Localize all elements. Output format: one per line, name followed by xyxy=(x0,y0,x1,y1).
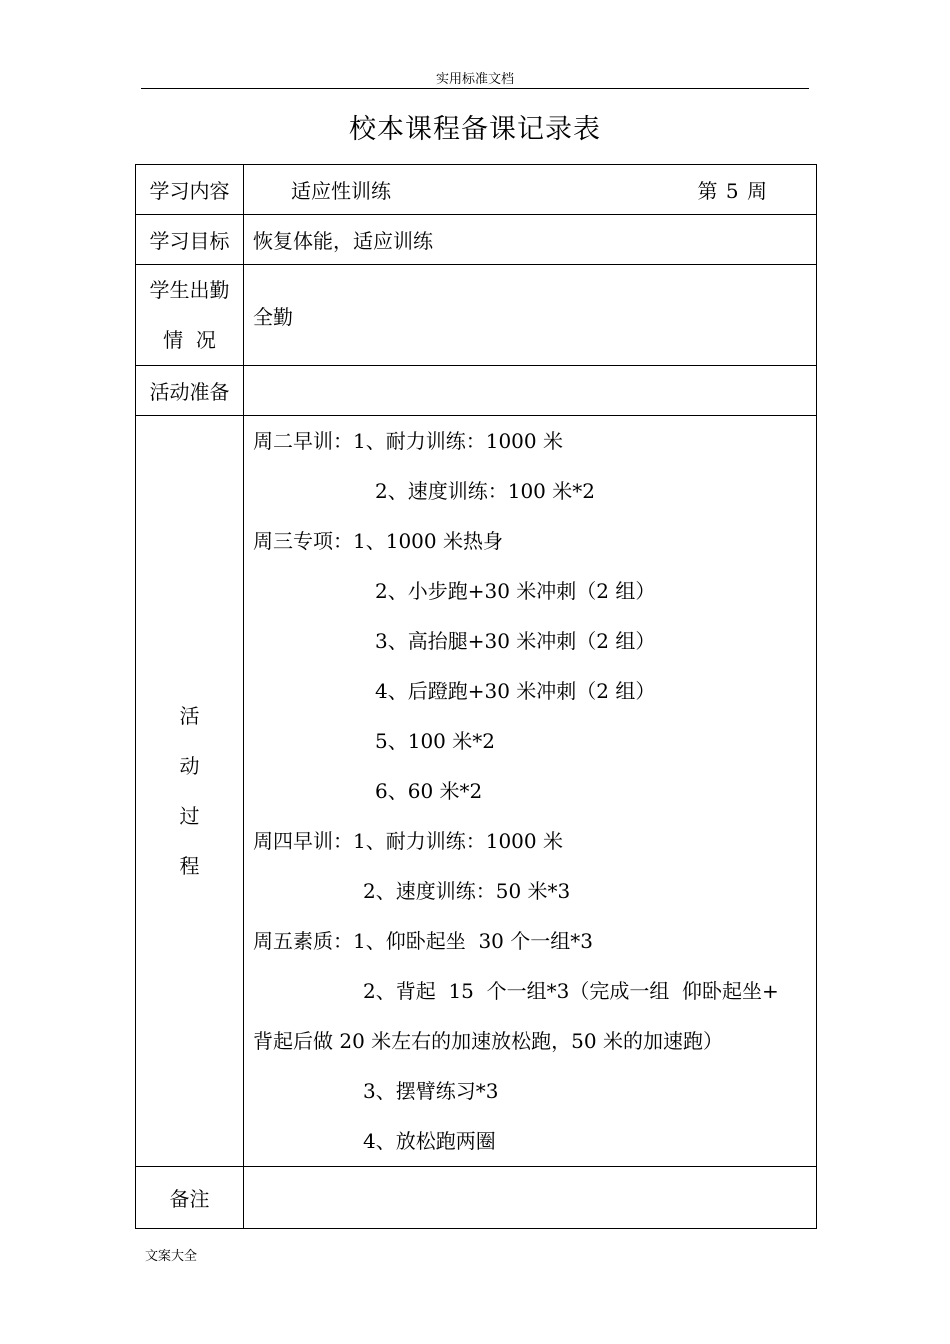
process-line: 3、高抬腿+30 米冲刺（2 组） xyxy=(375,629,656,653)
study-goal-value: 恢复体能，适应训练 xyxy=(244,215,817,265)
page-footer: 文案大全 xyxy=(145,1249,198,1264)
header-rule xyxy=(141,88,809,89)
process-content xyxy=(244,416,817,1167)
process-line: 2、小步跑+30 米冲刺（2 组） xyxy=(375,579,656,603)
process-line: 周五素质：1、仰卧起坐 30 个一组*3 xyxy=(253,929,593,953)
week-number: 第 5 周 xyxy=(697,179,768,203)
process-line: 2、速度训练：50 米*3 xyxy=(363,879,571,903)
process-line: 6、60 米*2 xyxy=(375,779,483,803)
process-row xyxy=(136,416,817,1167)
process-label-char: 过 xyxy=(179,804,200,828)
document-title: 校本课程备课记录表 xyxy=(349,114,601,145)
process-line: 周二早训：1、耐力训练：1000 米 xyxy=(253,429,563,453)
remarks-value xyxy=(244,1167,817,1229)
process-line: 4、放松跑两圈 xyxy=(363,1129,496,1153)
preparation-row xyxy=(136,366,817,416)
study-content-cell xyxy=(244,165,817,215)
study-goal-row xyxy=(136,215,817,265)
study-goal-label: 学习目标 xyxy=(136,215,244,265)
attendance-row xyxy=(136,265,817,366)
study-content-row xyxy=(136,165,817,215)
process-line: 3、摆臂练习*3 xyxy=(363,1079,499,1103)
attendance-value: 全勤 xyxy=(244,265,817,366)
attendance-label-line2: 情 况 xyxy=(163,328,216,352)
process-line: 背起后做 20 米左右的加速放松跑，50 米的加速跑） xyxy=(253,1029,723,1053)
process-line: 周四早训：1、耐力训练：1000 米 xyxy=(253,829,563,853)
study-content-value: 适应性训练 xyxy=(291,179,391,203)
process-line: 2、速度训练：100 米*2 xyxy=(375,479,595,503)
process-line: 2、背起 15 个一组*3（完成一组 仰卧起坐+ xyxy=(363,979,779,1003)
study-content-label: 学习内容 xyxy=(136,165,244,215)
process-label xyxy=(136,416,244,1167)
process-line: 4、后蹬跑+30 米冲刺（2 组） xyxy=(375,679,656,703)
preparation-label: 活动准备 xyxy=(136,366,244,416)
lesson-record-table xyxy=(135,164,817,1229)
running-header: 实用标准文档 xyxy=(435,72,514,87)
attendance-label-line1: 学生出勤 xyxy=(149,278,230,302)
process-label-char: 程 xyxy=(179,854,200,878)
preparation-value xyxy=(244,366,817,416)
process-label-char: 活 xyxy=(179,704,200,728)
remarks-label: 备注 xyxy=(136,1167,244,1229)
remarks-row xyxy=(136,1167,817,1229)
attendance-label xyxy=(136,265,244,366)
process-label-char: 动 xyxy=(179,754,200,778)
process-line: 周三专项：1、1000 米热身 xyxy=(253,529,503,553)
process-line: 5、100 米*2 xyxy=(375,729,495,753)
